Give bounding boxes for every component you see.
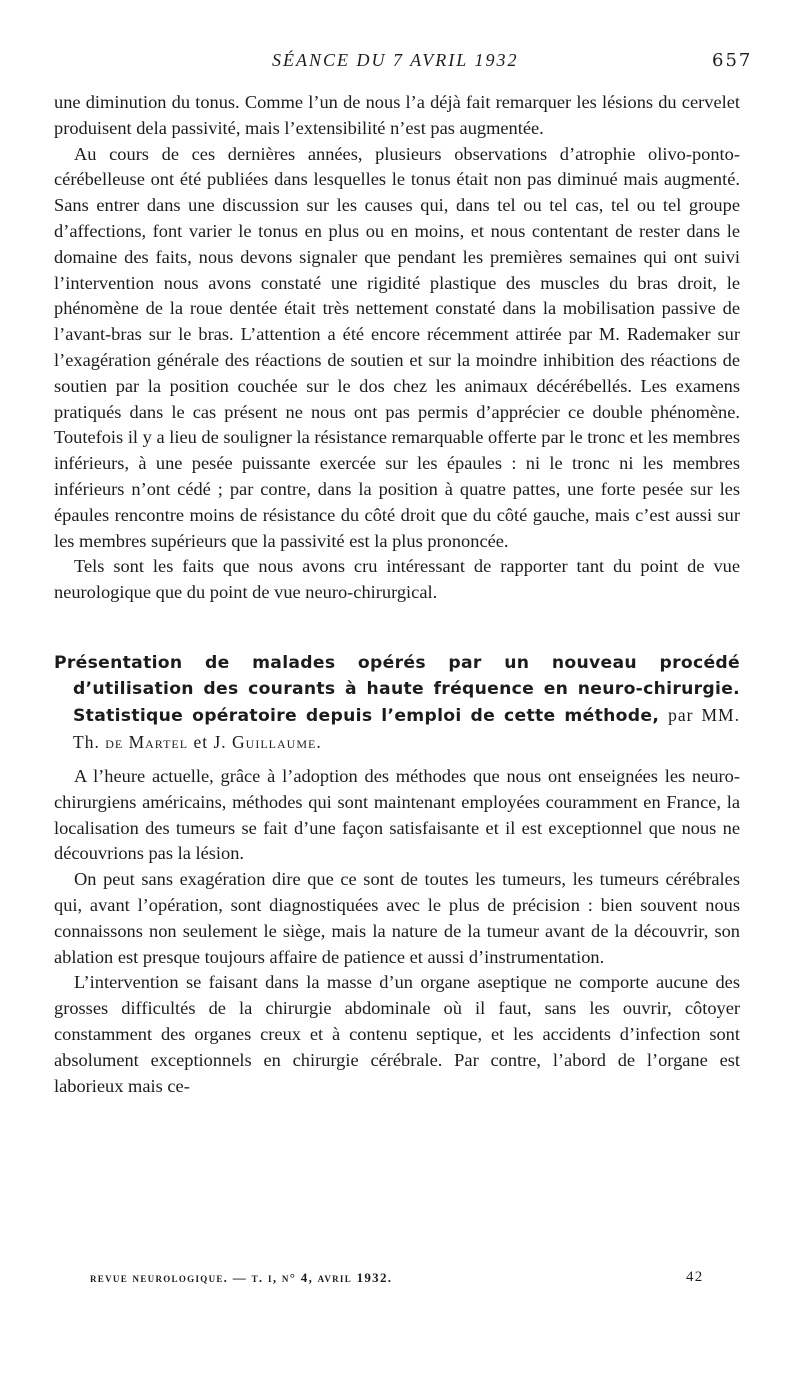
section-title: Présentation de malades opérés par un nouveau procédé d’utilisation des courants à haute fréquence en neuro-chirurgie. Statistique opératoire depuis l’emploi de cette méthode, [54, 652, 740, 726]
running-head-title: SÉANCE DU 7 AVRIL 1932 [272, 50, 519, 70]
footer-journal: revue neurologique. [90, 1270, 229, 1285]
paragraph: une diminution du tonus. Comme l’un de nous l’a déjà fait remarquer les lésions du cervelet produisent dela passivité, mais l’extensibilité n’est pas augmentée. [54, 92, 740, 138]
footer-signature: 42 [686, 1269, 704, 1285]
article-body [54, 90, 740, 1099]
section-heading [54, 650, 740, 756]
paragraph: L’intervention se faisant dans la masse d’un organe aseptique ne comporte aucune des grosses difficultés de la chirurgie abdominale où il faut, sans les ouvrir, côtoyer constamment des organes creux et à contenu septique, et les accidents d’infection sont absolument exceptionnels en chirurgie cérébrale. Par contre, l’abord de l’organe est laborieux mais ce- [54, 972, 740, 1096]
section-authors: par MM. Th. de Martel et J. Guillaume. [73, 704, 740, 752]
paragraph: Au cours de ces dernières années, plusieurs observations d’atrophie olivo-ponto-cérébelleuse ont été publiées dans lesquelles le tonus était non pas diminué mais augmenté. Sans entrer dans une discussion sur les causes qui, dans tel ou tel cas, tel ou tel groupe d’affections, font varier le tonus en plus ou en moins, et nous contentant de rester dans le domaine des faits, nous devons signaler que pendant les premières semaines qui ont suivi l’intervention nous avons constaté une rigidité plastique des muscles du bras droit, le phénomène de la roue dentée était très nettement constaté dans la mobilisation passive de l’avant-bras sur le bras. L’attention a été encore récemment attirée par M. Rademaker sur l’exagération générale des réactions de soutien et sur la moindre inhibition des réactions de soutien par la position couchée sur le dos chez les animaux décérébellés. Les examens pratiqués dans le cas présent ne nous ont pas permis d’apprécier ce double phénomène. Toutefois il y a lieu de souligner la résistance remarquable offerte par le tronc et les membres inférieurs, à une pesée puissante exercée sur les épaules : ni le tronc ni les membres inférieurs n’ont cédé ; par contre, dans la position à quatre pattes, une forte pesée sur les épaules rencontre moins de résistance du côté droit que du côté gauche, mais c’est aussi sur les membres supérieurs que la passivité est la plus prononcée. [54, 143, 740, 551]
page-number: 657 [712, 50, 753, 71]
paragraph: On peut sans exagération dire que ce sont de toutes les tumeurs, les tumeurs cérébrales qui, avant l’opération, sont diagnostiquées avec le plus de précision : bien souvent nous connaissons non seulement le siège, mais la nature de la tumeur avant de la découvrir, son ablation est presque toujours affaire de patience et aussi d’instrumentation. [54, 869, 740, 967]
footer-issue: — t. i, n° 4, avril 1932. [232, 1270, 393, 1285]
paragraph: Tels sont les faits que nous avons cru intéressant de rapporter tant du point de vue neurologique que du point de vue neuro-chirurgical. [54, 556, 740, 603]
page-footer [90, 1270, 750, 1286]
paragraph: A l’heure actuelle, grâce à l’adoption des méthodes que nous ont enseignées les neuro-chirurgiens américains, méthodes qui sont maintenant employées couramment en France, la localisation des tumeurs se fait d’une façon satisfaisante et il est exceptionnel que nous ne découvrions pas la lésion. [54, 765, 740, 864]
